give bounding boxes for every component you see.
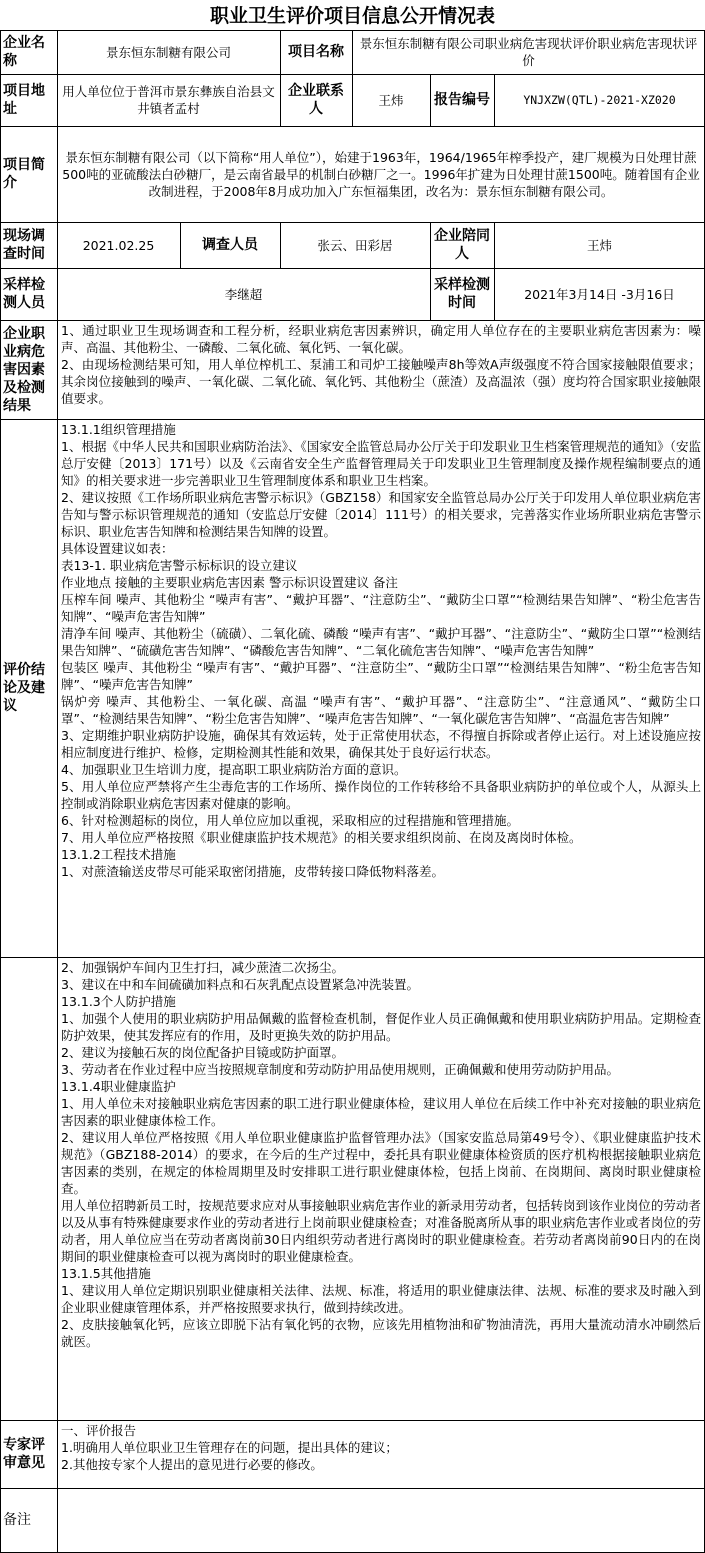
- conclusion-line: 5、用人单位应严禁将产生尘毒危害的工作场所、操作岗位的工作转移给不具备职业病防护的单位或个人，从源头上控制或消除职业病危害因素对健康的影响。: [61, 779, 701, 811]
- conclusion-line: 压榨车间 噪声、其他粉尘 “噪声有害”、“戴护耳器”、“注意防尘”、“戴防尘口罩”“检测结果告知牌”、“粉尘危害告知牌”、“噪声危害告知牌”: [61, 592, 701, 624]
- conclusion-line: 清净车间 噪声、其他粉尘（硫磺）、二氧化硫、磷酸 “噪声有害”、“戴护耳器”、“注意防尘”、“戴防尘口罩”“检测结果告知牌”、“硫磺危害告知牌”、“磷酸危害告知牌”、“二氧化硫危害告知牌”、“噪声危害告知牌”: [61, 626, 701, 658]
- page-title: 职业卫生评价项目信息公开情况表: [209, 5, 495, 27]
- conclusion-line: 锅炉旁 噪声、其他粉尘、一氧化碳、高温 “噪声有害”、“戴护耳器”、“注意防尘”、“注意通风”、“戴防尘口罩”、“检测结果告知牌”、“粉尘危害告知牌”、“噪声危害告知牌”、“一氧化碳危害告知牌”、“高温危害告知牌”: [61, 694, 701, 726]
- conclusion-line: 13.1.3个人防护措施: [61, 994, 176, 1009]
- conclusion-line: 表13-1. 职业病危害警示标标识的设立建议: [61, 558, 298, 573]
- conclusion-line: 2、皮肤接触氧化钙，应该立即脱下沾有氧化钙的衣物，应该先用植物油和矿物油清洗，再用大量流动清水冲刷然后就医。: [61, 1317, 701, 1349]
- contact-value: 王炜: [378, 92, 404, 108]
- conclusion-line: 2、加强锅炉车间内卫生打扫，减少蔗渣二次扬尘。: [61, 960, 344, 975]
- label-company-name: 企业名称: [3, 35, 45, 69]
- hazard-results-text: [57, 320, 705, 419]
- project-name-value: 景东恒东制糖有限公司职业病危害现状评价职业病危害现状评价: [359, 36, 698, 68]
- conclusion-line: 3、劳动者在作业过程中应当按照规章制度和劳动防护用品使用规则，正确佩戴和使用劳动防护用品。: [61, 1062, 619, 1077]
- blank-label-cell: [0, 957, 57, 1420]
- conclusion-line: 13.1.2工程技术措施: [61, 847, 176, 862]
- conclusion-line: 包装区 噪声、其他粉尘 “噪声有害”、“戴护耳器”、“注意防尘”、“戴防尘口罩”“检测结果告知牌”、“粉尘危害告知牌”、“噪声危害告知牌”: [61, 660, 701, 692]
- conclusion-line: 2、建议为接触石灰的岗位配备护目镜或防护面罩。: [61, 1045, 344, 1060]
- report-no-value: YNJXZW(QTL)-2021-XZ020: [523, 92, 676, 107]
- conclusion-line: 用人单位招聘新员工时，按规范要求应对从事接触职业病危害作业的新录用劳动者，包括转岗到该作业岗位的劳动者以及从事有特殊健康要求作业的劳动者进行上岗前职业健康检查；对准备脱离所从事的职业病危害作业或者岗位的劳动者，用人单位应当在劳动者离岗前30日内组织劳动者进行离岗时的职业健康检查。若劳动者离岗前90日内的在岗期间的职业健康检查可以视为离岗时的职业健康检查。: [61, 1198, 701, 1264]
- expert-line: 1.明确用人单位职业卫生管理存在的问题，提出具体的建议；: [61, 1440, 398, 1455]
- company-name-value: 景东恒东制糖有限公司: [105, 44, 231, 60]
- label-surveyors: 调查人员: [202, 237, 258, 253]
- hazard-line: 1、通过职业卫生现场调查和工程分析，经职业病危害因素辨识，确定用人单位存在的主要职业病危害因素为：噪声、高温、其他粉尘、一磷酸、二氧化硫、氧化钙、一氧化碳。: [61, 323, 701, 355]
- expert-line: 2.其他按专家个人提出的意见进行必要的修改。: [61, 1457, 323, 1472]
- conclusion-line: 1、根据《中华人民共和国职业病防治法》、《国家安全监管总局办公厅关于印发职业卫生档案管理规范的通知》（安监总厅安健〔2013〕171号）以及《云南省安全生产监督管理局关于印发职业卫生管理制度及操作规程编制要点的通知》的相关要求进一步完善职业卫生管理制度体系和职业卫生档案。: [61, 439, 701, 488]
- project-address-value: 用人单位位于普洱市景东彝族自治县文井镇者孟村: [62, 84, 275, 116]
- expert-opinion-text: [57, 1420, 705, 1488]
- conclusion-line: 3、建议在中和车间硫磺加料点和石灰乳配点设置紧急冲洗装置。: [61, 977, 419, 992]
- conclusion-line: 2、建议按照《工作场所职业病危害警示标识》（GBZ158）和国家安全监管总局办公厅关于印发用人单位职业病危害告知与警示标识管理规范的通知（安监总厅安健〔2014〕111号）的相关要求，完善落实作业场所职业病危害警示标识、职业危害告知牌和检测结果告知牌的设置。: [61, 490, 701, 539]
- conclusion-line: 1、对蔗渣输送皮带尽可能采取密闭措施，皮带转接口降低物料落差。: [61, 864, 444, 879]
- label-sampling-staff: 采样检测人员: [3, 277, 45, 311]
- sampling-time-value: 2021年3月14日 -3月16日: [524, 286, 675, 302]
- expert-line: 一、评价报告: [61, 1423, 137, 1438]
- label-report-no: 报告编号: [434, 92, 490, 108]
- surveyors-value: 张云、田彩居: [317, 237, 393, 253]
- conclusion-line: 1、建议用人单位定期识别职业健康相关法律、法规、标准，将适用的职业健康法律、法规、标准的要求及时融入到企业职业健康管理体系，并严格按照要求执行，做到持续改进。: [61, 1283, 701, 1315]
- label-project-intro: 项目简介: [3, 157, 45, 191]
- conclusion-text-part1: [57, 419, 705, 957]
- label-expert: 专家评审意见: [3, 1437, 45, 1471]
- hazard-line: 2、由现场检测结果可知，用人单位榨机工、泵浦工和司炉工接触噪声8h等效A声级强度不符合国家接触限值要求；其余岗位接触到的噪声、一氧化碳、二氧化硫、氧化钙、其他粉尘（蔗渣）及高温浓（强）度均符合国家职业接触限值要求。: [61, 357, 701, 406]
- conclusion-line: 2、建议用人单位严格按照《用人单位职业健康监护监督管理办法》（国家安监总局第49号令）、《职业健康监护技术规范》（GBZ188-2014）的要求，在今后的生产过程中，委托具有职业健康体检资质的医疗机构根据接触职业病危害因素的类别，在规定的体检周期里及时安排职工进行职业健康体检，包括上岗前、在岗期间、离岗时职业健康检查。: [61, 1130, 701, 1196]
- label-hazard-results: 企业职业病危害因素及检测结果: [3, 325, 45, 414]
- conclusion-line: 7、用人单位应严格按照《职业健康监护技术规范》的相关要求组织岗前、在岗及离岗时体检。: [61, 830, 582, 845]
- conclusion-line: 作业地点 接触的主要职业病危害因素 警示标识设置建议 备注: [61, 575, 398, 590]
- sampling-staff-value: 李继超: [224, 286, 263, 302]
- label-sampling-time: 采样检测时间: [434, 277, 490, 311]
- label-project-name: 项目名称: [288, 44, 344, 60]
- escort-value: 王炜: [586, 237, 612, 253]
- label-project-address: 项目地址: [3, 83, 45, 117]
- project-intro-value: 景东恒东制糖有限公司（以下简称“用人单位”），始建于1963年，1964/1965年榨季投产，建厂规模为日处理甘蔗500吨的亚硫酸法白砂糖厂，是云南省最早的机制白砂糖厂之一。1996年扩建为日处理甘蔗1500吨。随着国有企业改制进程，于2008年8月成功加入广东恒福集团，改名为：景东恒东制糖有限公司。: [62, 149, 700, 199]
- conclusion-line: 1、用人单位未对接触职业病危害因素的职工进行职业健康体检，建议用人单位在后续工作中补充对接触的职业病危害因素的职业健康体检工作。: [61, 1096, 701, 1128]
- conclusion-line: 1、加强个人使用的职业病防护用品佩戴的监督检查机制，督促作业人员正确佩戴和使用职业病防护用品。定期检查防护效果，使其发挥应有的作用，及时更换失效的防护用品。: [61, 1011, 701, 1043]
- label-escort: 企业陪同人: [434, 228, 490, 262]
- survey-time-value: 2021.02.25: [82, 237, 155, 253]
- conclusion-text-part2: [57, 957, 705, 1420]
- remarks-value: [57, 1488, 705, 1552]
- conclusion-line: 13.1.5其他措施: [61, 1266, 151, 1281]
- conclusion-line: 13.1.4职业健康监护: [61, 1079, 176, 1094]
- conclusion-line: 13.1.1组织管理措施: [61, 422, 176, 437]
- conclusion-line: 4、加强职业卫生培训力度，提高职工职业病防治方面的意识。: [61, 762, 407, 777]
- label-conclusion: 评价结论及建议: [3, 662, 45, 714]
- conclusion-line: 具体设置建议如表：: [61, 541, 174, 556]
- conclusion-line: 6、针对检测超标的岗位，用人单位应加以重视，采取相应的过程措施和管理措施。: [61, 813, 519, 828]
- conclusion-line: 3、定期维护职业病防护设施，确保其有效运转，处于正常使用状态，不得擅自拆除或者停止运行。对上述设施应按相应制度进行维护、检修，定期检测其性能和效果，确保其处于良好运行状态。: [61, 728, 701, 760]
- label-contact: 企业联系人: [288, 83, 344, 117]
- label-survey-time: 现场调查时间: [3, 228, 45, 262]
- label-remarks: 备注: [3, 1512, 31, 1528]
